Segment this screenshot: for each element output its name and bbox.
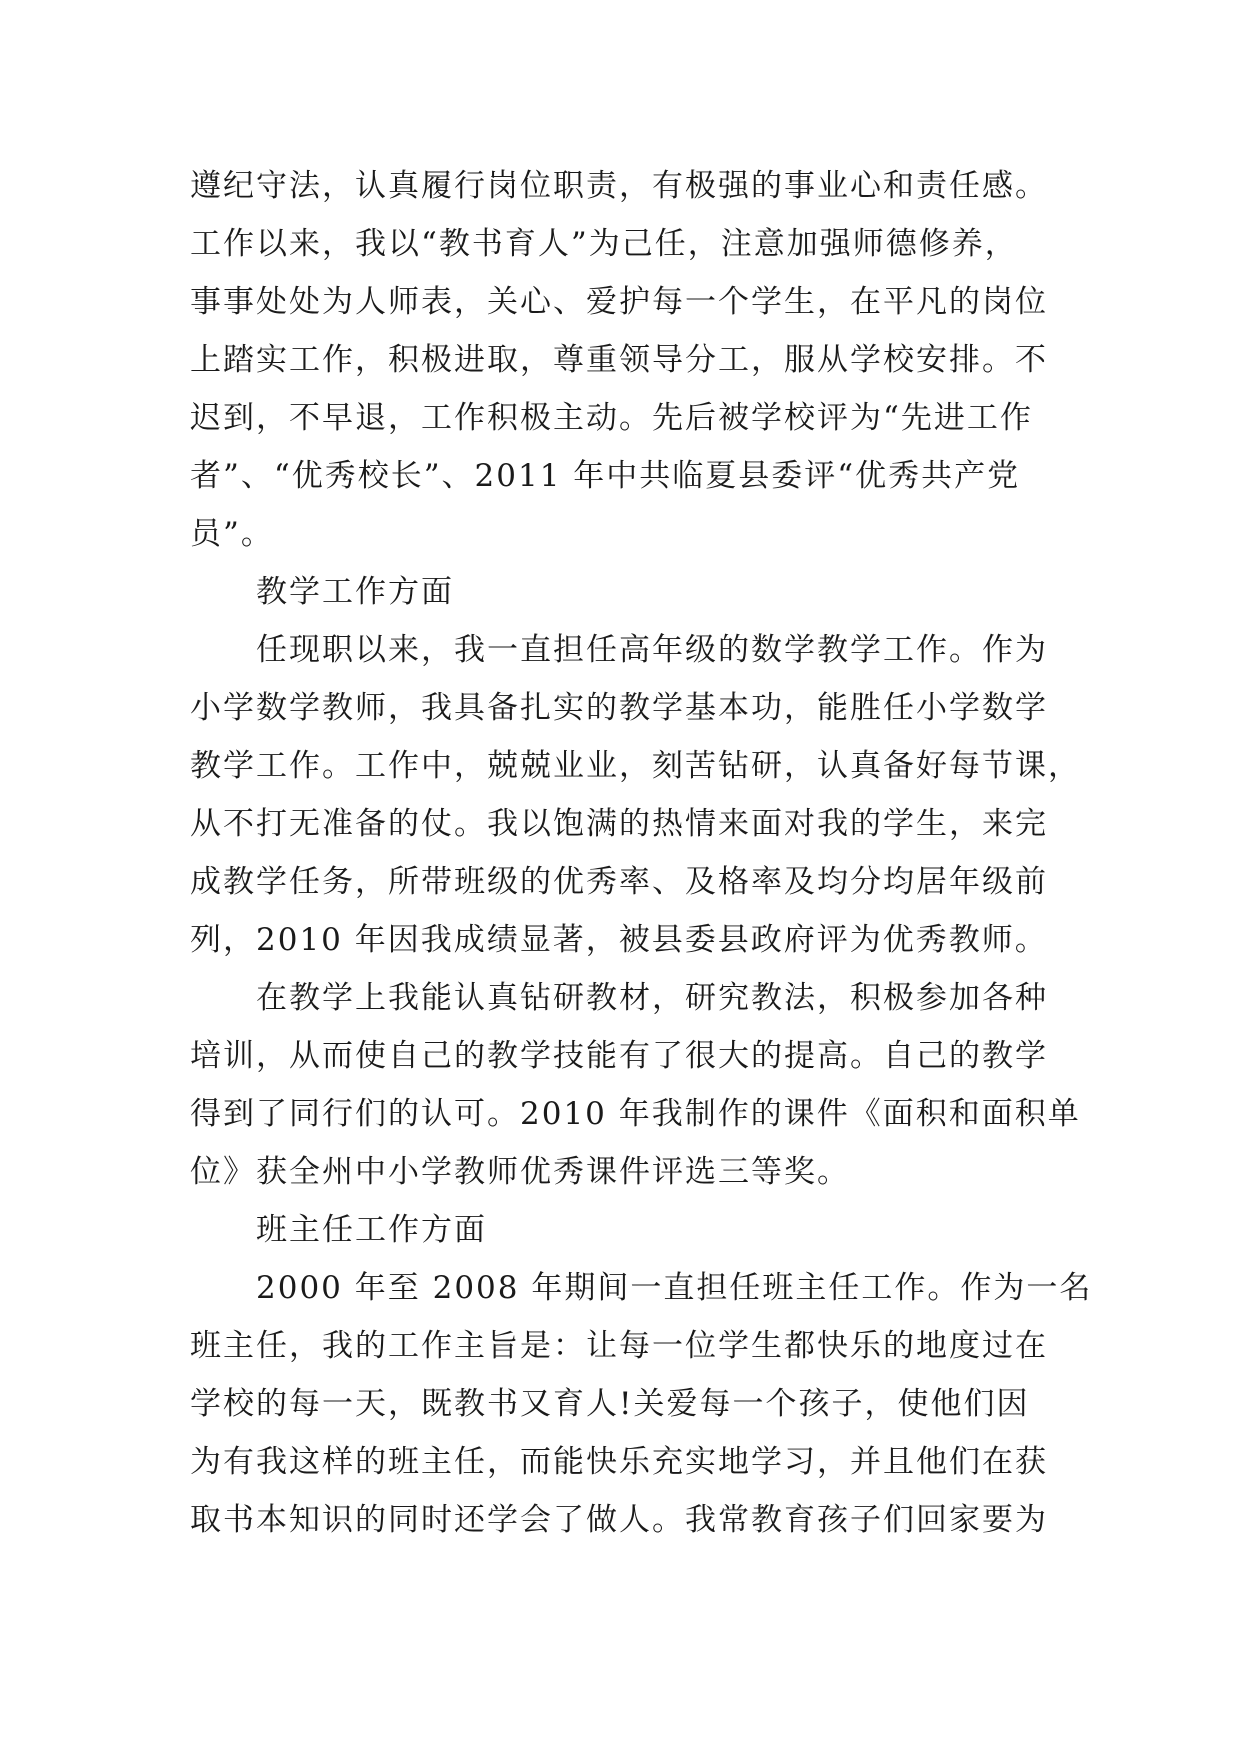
paragraph-line: 迟到，不早退，工作积极主动。先后被学校评为“先进工作 [190,400,1033,436]
paragraph-line: 从不打无准备的仗。我以饱满的热情来面对我的学生，来完 [190,806,1048,842]
paragraph-line: 事事处处为人师表，关心、爱护每一个学生，在平凡的岗位 [190,284,1048,320]
paragraph-line: 列，2010 年因我成绩显著，被县委县政府评为优秀教师。 [190,922,1048,958]
paragraph-line: 班主任，我的工作主旨是：让每一位学生都快乐的地度过在 [190,1328,1048,1364]
paragraph-line: 学校的每一天，既教书又育人!关爱每一个孩子，使他们因 [190,1386,1030,1422]
paragraph-line: 小学数学教师，我具备扎实的教学基本功，能胜任小学数学 [190,690,1048,726]
paragraph-line: 工作以来，我以“教书育人”为己任，注意加强师德修养， [190,226,1018,262]
paragraph-line: 取书本知识的同时还学会了做人。我常教育孩子们回家要为 [190,1502,1048,1538]
section-heading: 班主任工作方面 [256,1212,487,1248]
paragraph-line: 遵纪守法，认真履行岗位职责，有极强的事业心和责任感。 [190,168,1048,204]
paragraph-line: 者”、“优秀校长”、2011 年中共临夏县委评“优秀共产党 [190,458,1021,494]
paragraph-line: 在教学上我能认真钻研教材，研究教法，积极参加各种 [256,980,1048,1016]
section-heading: 教学工作方面 [256,574,454,610]
paragraph-line: 教学工作。工作中，兢兢业业，刻苦钻研，认真备好每节课， [190,748,1081,784]
document-body [190,157,1093,1549]
paragraph-line: 培训，从而使自己的教学技能有了很大的提高。自己的教学 [190,1038,1048,1074]
paragraph-line: 得到了同行们的认可。2010 年我制作的课件《面积和面积单 [190,1096,1081,1132]
paragraph-line: 员”。 [190,516,274,552]
paragraph-line: 位》获全州中小学教师优秀课件评选三等奖。 [190,1154,850,1190]
paragraph-line: 成教学任务，所带班级的优秀率、及格率及均分均居年级前 [190,864,1048,900]
paragraph-line: 为有我这样的班主任，而能快乐充实地学习，并且他们在获 [190,1444,1048,1480]
paragraph-line: 任现职以来，我一直担任高年级的数学教学工作。作为 [256,632,1048,668]
paragraph-line: 上踏实工作，积极进取，尊重领导分工，服从学校安排。不 [190,342,1048,378]
paragraph-line: 2000 年至 2008 年期间一直担任班主任工作。作为一名 [256,1270,1093,1306]
